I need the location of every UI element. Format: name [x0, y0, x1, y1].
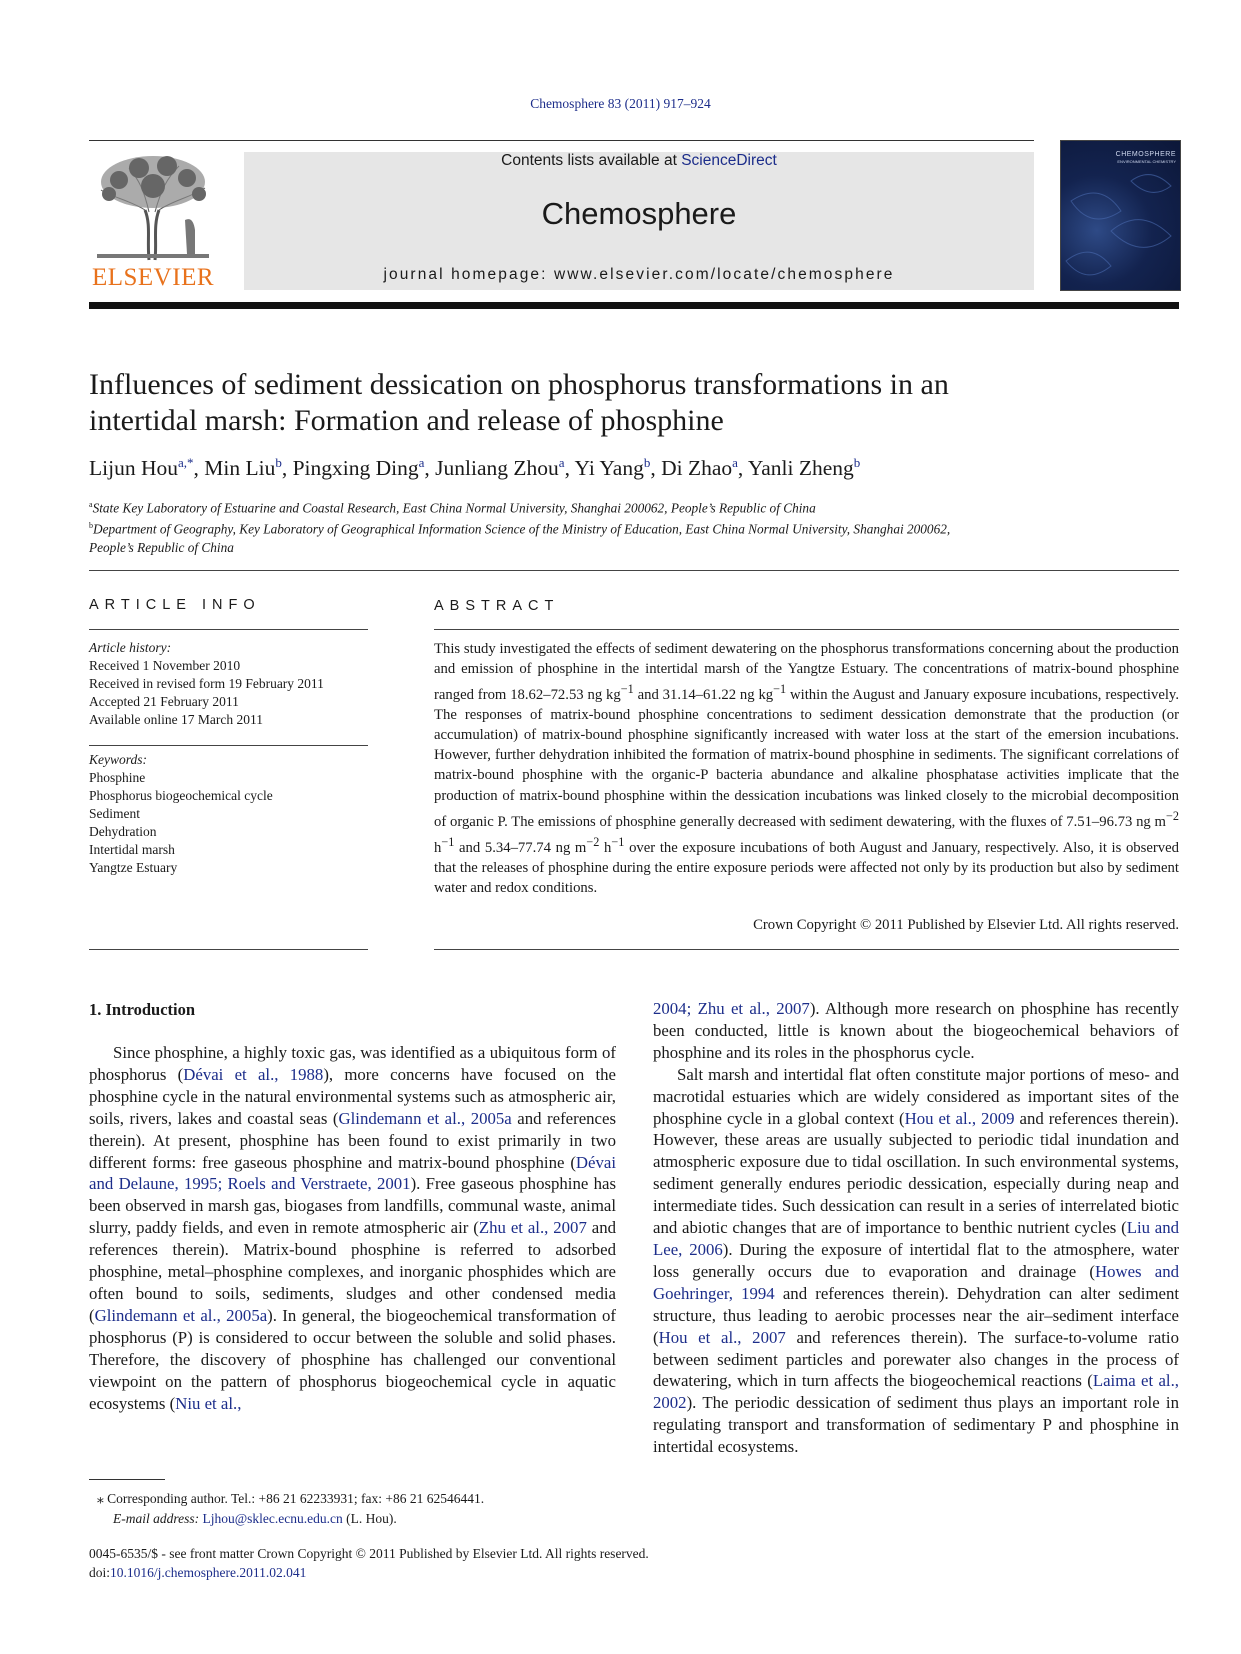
body-text: ). During the exposure of intertidal flat to the atmosphere, water loss generally occurs due to evaporation and drainage ( — [653, 1239, 1179, 1281]
author-affiliation-mark[interactable]: a — [732, 455, 738, 470]
footnote-rule — [89, 1479, 165, 1480]
issn-line: 0045-6535/$ - see front matter Crown Copyright © 2011 Published by Elsevier Ltd. All rights reserved. — [89, 1546, 649, 1561]
body-paragraph — [653, 998, 1179, 1064]
doi-line — [89, 1563, 649, 1582]
history-item: Accepted 21 February 2011 — [89, 694, 239, 709]
introduction-right-column — [653, 998, 1179, 1458]
body-text: ). Free gaseous phosphine has been observed in marsh gas, biogases from landfills, communal waste, animal slurry, paddy fields, and even in remote atmospheric air ( — [89, 1174, 616, 1238]
footnote-line — [97, 1489, 484, 1509]
title-line-1: Influences of sediment dessication on phosphorus transformations in an — [89, 368, 949, 401]
doi-link[interactable]: 10.1016/j.chemosphere.2011.02.041 — [110, 1565, 307, 1580]
author-affiliation-mark[interactable]: b — [853, 455, 861, 470]
journal-banner — [244, 152, 1034, 290]
author-name[interactable]: Yanli Zheng — [747, 456, 854, 481]
abstract-superscript: −2 — [586, 834, 600, 849]
affiliation-a — [89, 496, 1179, 517]
keywords — [89, 751, 273, 877]
abstract-superscript: −1 — [611, 834, 625, 849]
body-text: and references therein). Matrix-bound phosphine is referred to adsorbed phosphine, metal–phosphine complexes, and inorganic phosphides which are often bound to soils, sediments, sludges and other condensed media ( — [89, 1218, 616, 1325]
body-text: and references therein). The surface-to-volume ratio between sediment particles and porewater also changes in the process of dewatering, which in turn affects the biogeochemical reactions ( — [653, 1327, 1179, 1391]
citation-link[interactable]: Laima et al., 2002 — [653, 1371, 1179, 1413]
citation-link[interactable]: Glindemann et al., 2005a — [94, 1305, 268, 1325]
citation-link[interactable]: Niu et al., — [175, 1393, 242, 1413]
elsevier-tree-icon — [89, 150, 217, 262]
introduction-left-column — [89, 1042, 616, 1414]
author-separator: , — [650, 456, 662, 481]
abstract-span: This study investigated the effects of sediment dewatering on the phosphorus transformations concerning about the production and emission of phosphine in the intertidal marsh of the Yangtze Estuary. The concentrations of matrix-bound phosphine ranged from 18.62–72.53 ng kg — [434, 641, 1179, 704]
history-item: Received in revised form 19 February 2011 — [89, 676, 324, 691]
keyword: Dehydration — [89, 824, 157, 839]
author-separator: , — [564, 456, 575, 481]
doi-prefix: doi: — [89, 1565, 111, 1580]
keyword: Phosphine — [89, 770, 146, 785]
title-line-2: intertidal marsh: Formation and release of phosphine — [89, 404, 724, 437]
article-info-bottom-rule — [89, 949, 368, 950]
abstract-superscript: −1 — [441, 834, 455, 849]
abstract-superscript: −1 — [620, 682, 634, 697]
header-top-rule — [89, 140, 1034, 141]
author-name[interactable]: Pingxing Ding — [292, 456, 419, 481]
citation-link[interactable]: Hou et al., 2009 — [904, 1108, 1015, 1128]
body-text: Salt marsh and intertidal flat often constitute major portions of meso- and macrotidal estuaries which are widely considered as important sites of the phosphine cycle in a global context ( — [653, 1064, 1179, 1128]
email-suffix: (L. Hou). — [342, 1511, 397, 1526]
footnote-text: Corresponding author. Tel.: +86 21 62233931; fax: +86 21 62546441. — [107, 1491, 485, 1506]
author-separator: , — [424, 456, 436, 481]
affiliation-mark: a — [89, 500, 93, 509]
affiliation-text: State Key Laboratory of Estuarine and Coastal Research, East China Normal University, Shanghai 200062, People’s Republic of China — [92, 500, 816, 516]
author-list — [89, 455, 860, 481]
abstract-heading: ABSTRACT — [434, 598, 560, 614]
article-info-top-rule — [89, 570, 1179, 571]
body-text: ), more concerns have focused on the phosphine cycle in the natural environmental systems such as atmospheric air, soils, rivers, lakes and coastal seas ( — [89, 1064, 616, 1128]
keyword: Phosphorus biogeochemical cycle — [89, 788, 273, 803]
citation-link[interactable]: Dévai and Delaune, 1995; Roels and Verstraete, 2001 — [89, 1152, 616, 1194]
history-label: Article history: — [89, 640, 172, 655]
body-text: and references therein). Dehydration can alter sediment structure, thus leading to aerobic processes near the air–sediment interface ( — [653, 1283, 1180, 1347]
abstract-bottom-rule — [434, 949, 1179, 950]
affiliation-mark: b — [89, 521, 93, 531]
body-text: and references therein). At present, phosphine has been found to exist primarily in two different forms: free gaseous phosphine and matrix-bound phosphine ( — [89, 1108, 616, 1172]
author-name[interactable]: Di Zhao — [661, 456, 733, 481]
cover-subtitle: ENVIRONMENTAL CHEMISTRY — [1117, 159, 1176, 164]
abstract-span: and 5.34–77.74 ng m — [454, 839, 587, 856]
citation-link[interactable]: Howes and Goehringer, 1994 — [653, 1261, 1179, 1303]
citation-link[interactable]: 2004; Zhu et al., 2007 — [653, 999, 810, 1018]
affiliations — [89, 496, 1179, 557]
abstract-copyright: Crown Copyright © 2011 Published by Elsevier Ltd. All rights reserved. — [753, 917, 1179, 933]
elsevier-logo[interactable] — [89, 150, 217, 290]
citation-link[interactable]: Liu and Lee, 2006 — [653, 1218, 1179, 1259]
introduction-heading: 1. Introduction — [89, 1000, 196, 1019]
body-paragraph — [89, 1042, 616, 1414]
author-separator: , — [193, 456, 205, 481]
affiliation-b — [89, 517, 1179, 538]
abstract-span: h — [599, 839, 612, 856]
body-paragraph — [653, 1064, 1179, 1458]
abstract-text — [434, 639, 1179, 898]
citation-link[interactable]: Dévai et al., 1988 — [183, 1064, 324, 1084]
journal-cover-image[interactable] — [1060, 140, 1181, 291]
author-affiliation-mark[interactable]: a,* — [177, 455, 194, 470]
author-name[interactable]: Yi Yang — [574, 456, 644, 481]
body-text: ). Although more research on phosphine has recently been conducted, little is known about the biogeochemical behaviors of phosphine and its roles in the phosphorus cycle. — [653, 999, 1180, 1062]
bottom-info — [89, 1544, 649, 1582]
cover-title: CHEMOSPHERE — [1115, 151, 1176, 158]
keywords-rule — [89, 745, 368, 746]
footnote-mark: ⁎ — [97, 1491, 104, 1506]
article-history — [89, 639, 324, 729]
affiliation-b-continued: People’s Republic of China — [89, 539, 234, 555]
header-thick-rule — [89, 302, 1179, 309]
affiliation-text: Department of Geography, Key Laboratory of Geographical Information Science of the Ministry of Education, East China Normal University, Shanghai 200062, — [93, 521, 951, 537]
body-text: and references therein). However, these areas are usually subjected to periodic tidal inundation and atmospheric exposure due to tidal oscillation. In such environmental systems, sediment generally endures periodic dessication, especially during neap and intermediate tides. Such dessication can result in a series of interrelated biotic and abiotic changes that are of importance to benthic nutrient cycles ( — [653, 1108, 1179, 1238]
author-affiliation-mark[interactable]: b — [275, 455, 282, 470]
abstract-rule — [434, 629, 1179, 630]
email-link[interactable]: Ljhou@sklec.ecnu.edu.cn — [202, 1511, 343, 1526]
sciencedirect-link[interactable]: ScienceDirect — [681, 152, 777, 169]
author-name[interactable]: Min Liu — [204, 456, 276, 481]
citation-link[interactable]: Glindemann et al., 2005a — [338, 1108, 512, 1128]
keyword: Yangtze Estuary — [89, 860, 178, 875]
author-name[interactable]: Junliang Zhou — [435, 456, 559, 481]
body-text: ). The periodic dessication of sediment thus plays an important role in regulating transport and transformation of sedimentary P and phosphine in intertidal ecosystems. — [653, 1393, 1179, 1457]
elsevier-wordmark: ELSEVIER — [91, 264, 215, 291]
author-separator: , — [737, 456, 748, 481]
citation-link[interactable]: Zhu et al., 2007 — [478, 1218, 587, 1238]
keyword: Sediment — [89, 806, 140, 821]
history-item: Received 1 November 2010 — [89, 658, 241, 673]
leaf-pattern-icon — [1061, 141, 1180, 290]
journal-citation[interactable]: Chemosphere 83 (2011) 917–924 — [530, 96, 711, 111]
footnote-email-line — [97, 1509, 484, 1529]
author-name[interactable]: Lijun Hou — [89, 456, 178, 481]
history-item: Available online 17 March 2011 — [89, 712, 263, 727]
journal-title: Chemosphere — [541, 196, 737, 231]
article-title — [89, 367, 1089, 439]
body-text: ). In general, the biogeochemical transformation of phosphorus (P) is considered to occur between the soluble and solid phases. Therefore, the discovery of phosphine has challenged our conventional viewpoint on the pattern of phosphorus biogeochemical cycle in aquatic ecosystems ( — [89, 1305, 616, 1413]
author-affiliation-mark[interactable]: b — [643, 455, 651, 470]
journal-homepage-link[interactable]: journal homepage: www.elsevier.com/locate/chemosphere — [383, 266, 895, 283]
author-affiliation-mark[interactable]: a — [558, 455, 565, 470]
abstract-span: and 31.14–61.22 ng kg — [633, 687, 774, 704]
abstract-span: within the August and January exposure incubations, respectively. The responses of matrix-bound phosphine concentrations to sediment dessication demonstrate that the production (or accumulation) of matrix-bound phosphine significantly increased with water loss at the start of the emersion incubations. However, further dehydration inhibited the formation of matrix-bound phosphine in sediments. The significant correlations of matrix-bound phosphine with the organic-P bacteria abundance and alkaline phosphatase activities implicate that the production of matrix-bound phosphine within the dessication incubations was linked closely to the microbial decomposition of organic P. The emissions of phosphine generally decreased with sediment dewatering, with the fluxes of 7.51–96.73 ng m — [434, 687, 1179, 830]
email-label: E-mail address: — [113, 1511, 200, 1526]
citation-link[interactable]: Hou et al., 2007 — [658, 1327, 786, 1347]
keywords-label: Keywords: — [89, 752, 147, 767]
author-affiliation-mark[interactable]: a — [418, 455, 425, 470]
article-info-rule — [89, 629, 368, 630]
abstract-superscript: −1 — [773, 682, 787, 697]
abstract-superscript: −2 — [1165, 808, 1179, 823]
contents-line — [244, 152, 1034, 170]
keyword: Intertidal marsh — [89, 842, 175, 857]
abstract-span: over the exposure incubations of both August and January, respectively. Also, it is observed that the releases of phosphine during the entire exposure periods were affected not only by its production but also by sediment water and redox conditions. — [434, 839, 1179, 896]
abstract-span: h — [434, 839, 442, 856]
author-separator: , — [281, 456, 293, 481]
contents-prefix: Contents lists available at — [501, 152, 677, 169]
body-text: Since phosphine, a highly toxic gas, was identified as a ubiquitous form of phosphorus ( — [89, 1043, 616, 1084]
corresponding-author-footnote — [97, 1489, 484, 1529]
article-info-heading: ARTICLE INFO — [89, 597, 261, 613]
